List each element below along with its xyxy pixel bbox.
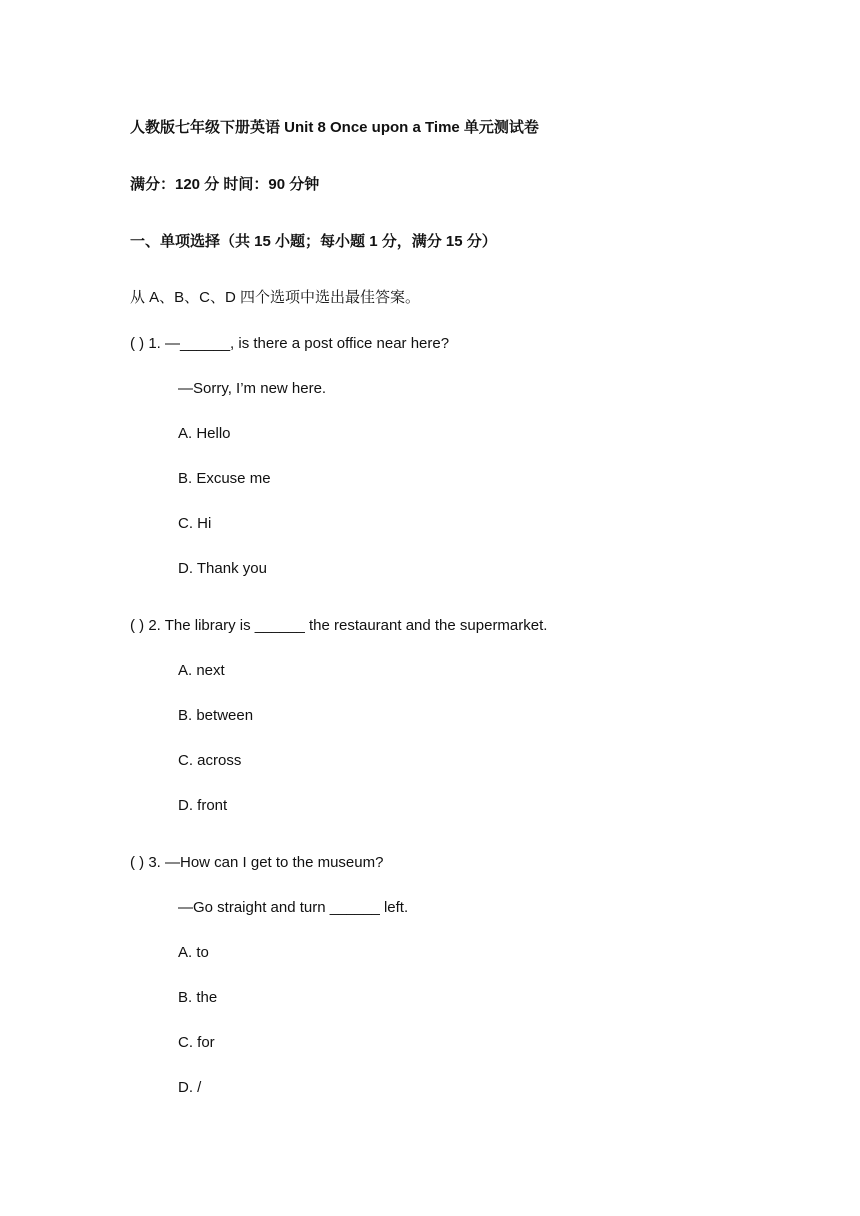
question-2-stem: ( ) 2. The library is ______ the restaurant and the supermarket. <box>130 617 548 634</box>
question-1-stem: ( ) 1. —______, is there a post office near here? <box>130 335 450 352</box>
question-1-option-d: D. Thank you <box>178 560 267 577</box>
question-1-response: —Sorry, I’m new here. <box>178 380 327 397</box>
question-3-option-b: B. the <box>178 989 218 1006</box>
exam-meta: 满分：120 分 时间：90 分钟 <box>130 176 320 193</box>
question-1-option-b: B. Excuse me <box>178 470 271 487</box>
question-3-stem: ( ) 3. —How can I get to the museum? <box>130 854 384 871</box>
question-2-option-b: B. between <box>178 707 254 724</box>
question-2-option-a: A. next <box>178 662 225 679</box>
section-heading: 一、单项选择（共 15 小题；每小题 1 分，满分 15 分） <box>130 233 497 250</box>
question-3-option-d: D. / <box>178 1079 202 1096</box>
document-title: 人教版七年级下册英语 Unit 8 Once upon a Time 单元测试卷 <box>130 119 539 136</box>
section-instruction: 从 A、B、C、D 四个选项中选出最佳答案。 <box>130 289 421 306</box>
question-1-option-c: C. Hi <box>178 515 212 532</box>
question-2-option-d: D. front <box>178 797 228 814</box>
question-3-option-a: A. to <box>178 944 209 961</box>
question-3-response: —Go straight and turn ______ left. <box>178 899 409 916</box>
question-2-option-c: C. across <box>178 752 242 769</box>
question-1-option-a: A. Hello <box>178 425 231 442</box>
question-3-option-c: C. for <box>178 1034 215 1051</box>
